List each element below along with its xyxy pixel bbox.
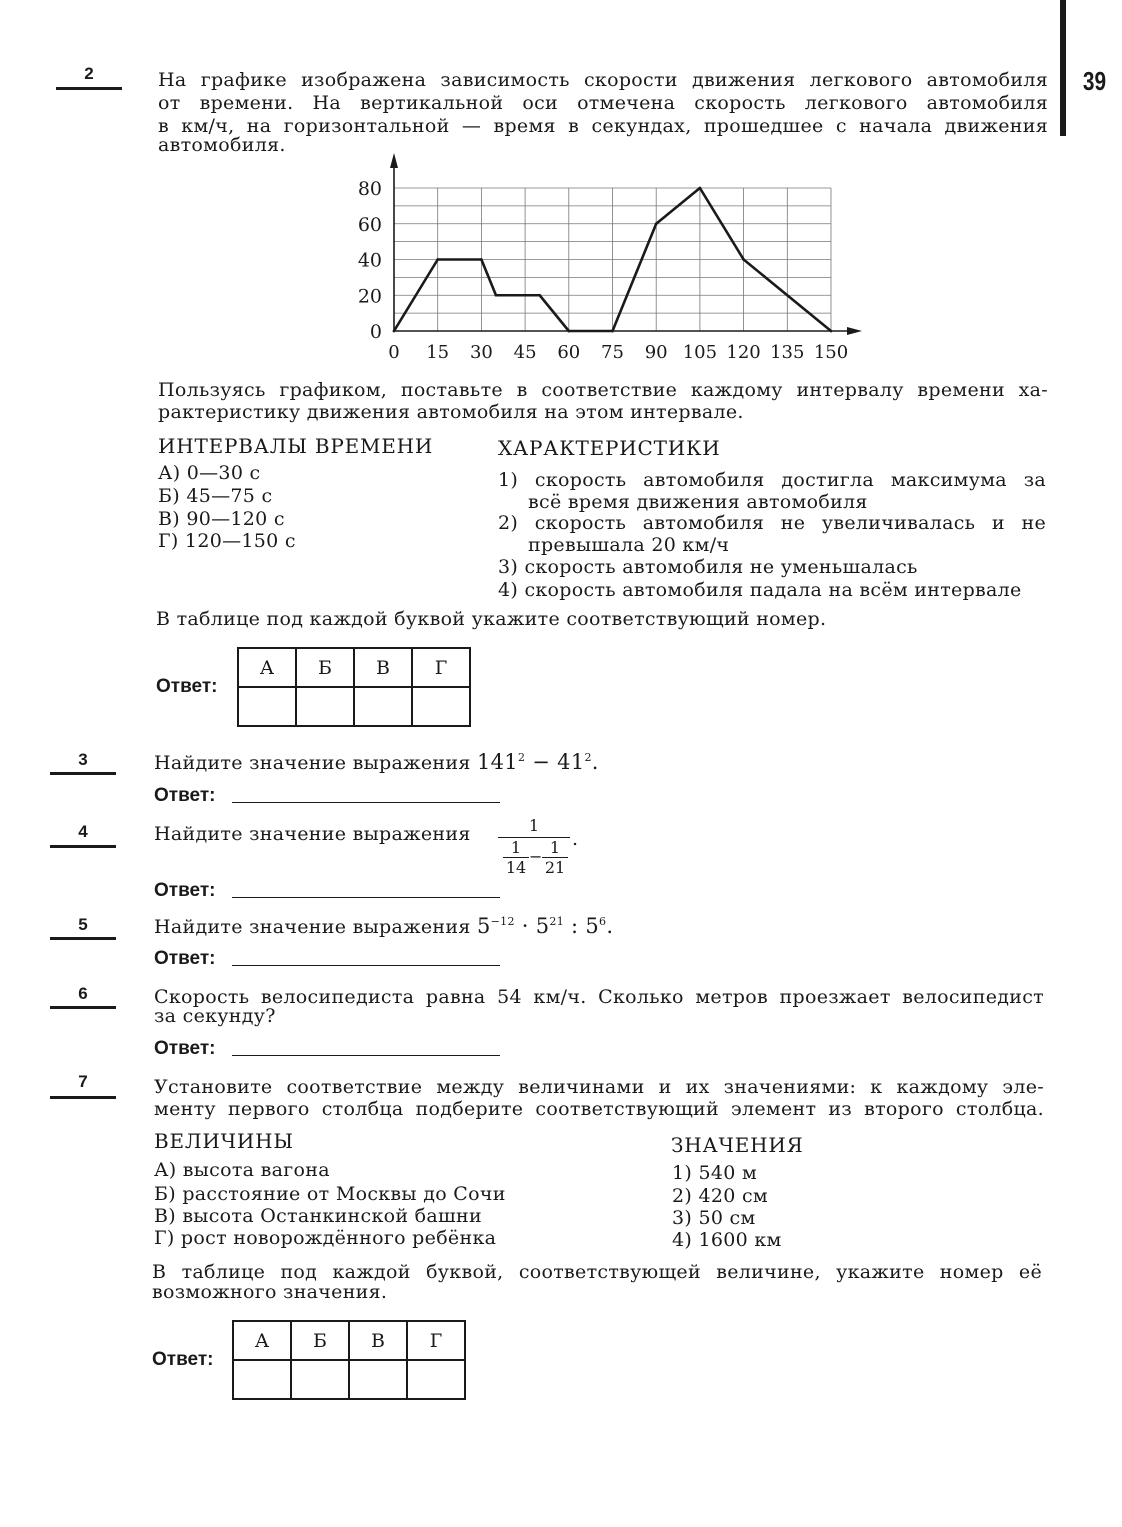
- x-tick-label: 90: [644, 342, 668, 363]
- speed-point: [655, 222, 658, 225]
- speed-point: [436, 258, 439, 261]
- speed-point: [830, 330, 833, 333]
- speed-point: [538, 294, 541, 297]
- quantity-item: Г) рост новорождённого ребёнка: [154, 1227, 497, 1249]
- speed-point: [611, 330, 614, 333]
- x-axis-arrow: [847, 327, 862, 335]
- answer-cell[interactable]: [407, 1360, 465, 1399]
- characteristic-item: 2) скорость автомобиля не увеличивалась и не: [498, 512, 1046, 534]
- task2-intro-line: На графике изображена зависимость скорости движения легкового автомобиля: [158, 69, 1048, 91]
- task7-table-instruction: возможного значения.: [152, 1281, 388, 1303]
- chart-axes: [390, 153, 862, 335]
- speed-point: [699, 187, 702, 190]
- task5-number-underline: [50, 937, 116, 940]
- task3-base1: 141: [476, 750, 518, 774]
- quantity-item: В) высота Останкинской башни: [154, 1205, 482, 1227]
- chart-y-ticks: [358, 178, 382, 343]
- task2-intro-line: автомобиля.: [158, 134, 286, 156]
- x-tick-label: 75: [601, 342, 624, 363]
- task6-answer-field[interactable]: [232, 1055, 500, 1056]
- speed-point: [568, 330, 571, 333]
- table-header-cell: А: [238, 648, 296, 687]
- task4-frac2-den: 21: [544, 858, 566, 877]
- task2-instruction-line: Пользуясь графиком, поставьте в соответствие каждому интервалу времени ха-: [158, 379, 1048, 401]
- y-tick-label: 0: [369, 321, 382, 343]
- task2-answer-label: Ответ:: [156, 676, 218, 697]
- task2-intro-line: от времени. На вертикальной оси отмечена скорость легкового автомобиля: [158, 92, 1048, 114]
- quantities-header: ВЕЛИЧИНЫ: [154, 1129, 294, 1153]
- task4-minus: −: [529, 847, 543, 866]
- task3-answer-label: Ответ:: [154, 785, 216, 806]
- chart-x-ticks: [388, 342, 848, 363]
- answer-cell[interactable]: [238, 687, 296, 726]
- quantity-item: Б) расстояние от Москвы до Сочи: [154, 1183, 506, 1205]
- task5-colon: :: [571, 914, 579, 938]
- task6-number: 6: [78, 984, 88, 1003]
- answer-cell[interactable]: [354, 687, 412, 726]
- x-tick-label: 60: [557, 342, 581, 363]
- answer-cell[interactable]: [291, 1360, 349, 1399]
- task2-number: 2: [84, 64, 94, 83]
- answer-cell[interactable]: [349, 1360, 407, 1399]
- task4-answer-field[interactable]: [232, 897, 500, 898]
- quantity-item: А) высота вагона: [154, 1159, 330, 1181]
- table-header-cell: Г: [407, 1321, 465, 1360]
- x-tick-label: 135: [770, 342, 805, 363]
- x-tick-label: 105: [682, 342, 718, 363]
- task4-text: Найдите значение выражения: [154, 823, 471, 845]
- characteristic-item: 1) скорость автомобиля достигла максимума за: [498, 469, 1046, 491]
- task3-exp2: 2: [584, 751, 592, 764]
- task7-intro-line: менту первого столбца подберите соответствующий элемент из второго столбца.: [154, 1098, 1044, 1120]
- task4-end: .: [572, 828, 579, 850]
- value-item: 1) 540 м: [672, 1162, 758, 1184]
- values-header: ЗНАЧЕНИЯ: [671, 1133, 804, 1157]
- task7-number: 7: [78, 1072, 88, 1091]
- y-tick-label: 20: [357, 285, 382, 308]
- y-tick-label: 80: [357, 178, 382, 200]
- task5-answer-field[interactable]: [232, 965, 500, 966]
- task5-b3: 5: [585, 914, 600, 938]
- characteristic-item: 4) скорость автомобиля падала на всём интервале: [498, 579, 1022, 601]
- table-header-cell: Б: [296, 648, 354, 687]
- value-item: 4) 1600 км: [672, 1229, 782, 1251]
- task5-number: 5: [78, 915, 88, 934]
- y-tick-label: 60: [357, 213, 382, 236]
- value-item: 3) 50 см: [672, 1207, 756, 1229]
- task5-question: [154, 916, 613, 938]
- y-tick-label: 40: [357, 249, 382, 272]
- speed-point: [480, 258, 483, 261]
- task4-fraction: [498, 816, 588, 880]
- task5-e1: −12: [490, 915, 515, 928]
- task5-answer-label: Ответ:: [154, 948, 216, 969]
- task7-answer-label: Ответ:: [152, 1349, 214, 1370]
- task3-minus: −: [532, 750, 551, 774]
- table-header-cell: Б: [291, 1321, 349, 1360]
- interval-item: Б) 45—75 с: [158, 485, 273, 507]
- task7-number-underline: [50, 1096, 116, 1099]
- task7-intro-line: Установите соответствие между величинами и их значениями: к каждому эле-: [154, 1076, 1044, 1098]
- characteristic-item-cont: всё время движения автомобиля: [528, 491, 868, 513]
- task2-answer-table: [237, 647, 471, 727]
- task5-e2: 21: [549, 915, 565, 928]
- task3-question: [154, 752, 599, 774]
- task6-line: за секунду?: [154, 1005, 276, 1027]
- task6-answer-label: Ответ:: [154, 1038, 216, 1059]
- task5-text: Найдите значение выражения: [154, 916, 471, 938]
- answer-cell[interactable]: [412, 687, 470, 726]
- task2-number-underline: [56, 87, 122, 90]
- task4-answer-label: Ответ:: [154, 880, 216, 901]
- task7-table-instruction: В таблице под каждой буквой, соответствующей величине, укажите номер её: [152, 1261, 1042, 1283]
- speed-point: [393, 330, 396, 333]
- answer-cell[interactable]: [233, 1360, 291, 1399]
- x-tick-label: 30: [469, 342, 493, 363]
- characteristic-item-cont: превышала 20 км/ч: [528, 534, 730, 556]
- task2-intro-line: в км/ч, на горизонтальной — время в секундах, прошедшее с начала движения: [158, 115, 1048, 137]
- table-header-cell: В: [349, 1321, 407, 1360]
- task3-end: .: [591, 750, 599, 774]
- task2-instruction-line: рактеристику движения автомобиля на этом интервале.: [158, 401, 744, 423]
- task4-number: 4: [78, 822, 88, 841]
- speed-time-chart: [340, 150, 880, 370]
- x-tick-label: 150: [813, 342, 849, 363]
- characteristic-item: 3) скорость автомобиля не уменьшалась: [498, 556, 918, 578]
- task4-frac1-num: 1: [510, 838, 522, 857]
- x-tick-label: 45: [513, 342, 537, 363]
- interval-item: В) 90—120 с: [158, 508, 285, 530]
- task7-answer-table: [232, 1320, 466, 1400]
- task4-numerator: 1: [528, 816, 540, 835]
- task6-number-underline: [50, 1006, 116, 1009]
- table-header-cell: Г: [412, 648, 470, 687]
- task5-e3: 6: [599, 915, 607, 928]
- x-tick-label: 120: [726, 342, 761, 363]
- value-item: 2) 420 см: [672, 1185, 768, 1207]
- task3-text: Найдите значение выражения: [154, 752, 471, 774]
- task5-b1: 5: [476, 914, 491, 938]
- speed-point: [495, 294, 498, 297]
- characteristics-header: ХАРАКТЕРИСТИКИ: [498, 436, 721, 460]
- table-header-cell: А: [233, 1321, 291, 1360]
- task5-end: .: [606, 914, 614, 938]
- task6-line: Скорость велосипедиста равна 54 км/ч. Сколько метров проезжает велосипедист: [154, 986, 1044, 1008]
- intervals-header: ИНТЕРВАЛЫ ВРЕМЕНИ: [158, 434, 434, 458]
- task3-exp1: 2: [517, 751, 526, 764]
- task5-b2: 5: [535, 914, 550, 938]
- x-tick-label: 0: [388, 342, 400, 363]
- speed-point: [742, 258, 745, 261]
- table-header-cell: В: [354, 648, 412, 687]
- task3-base2: 41: [557, 750, 585, 774]
- task4-frac2-num: 1: [549, 838, 561, 857]
- x-tick-label: 15: [426, 342, 450, 363]
- page-edge-bar: [1060, 0, 1066, 136]
- task2-table-instruction: В таблице под каждой буквой укажите соответствующий номер.: [156, 608, 827, 630]
- task4-frac1-den: 14: [505, 858, 527, 877]
- task3-answer-field[interactable]: [232, 802, 500, 803]
- answer-cell[interactable]: [296, 687, 354, 726]
- task4-number-underline: [50, 845, 116, 848]
- page-number: 39: [1082, 66, 1107, 96]
- task3-number: 3: [78, 750, 88, 769]
- y-axis-arrow: [390, 153, 398, 168]
- interval-item: А) 0—30 с: [158, 462, 261, 484]
- task3-number-underline: [50, 772, 116, 775]
- task5-dot: ·: [521, 914, 529, 938]
- interval-item: Г) 120—150 с: [158, 530, 296, 552]
